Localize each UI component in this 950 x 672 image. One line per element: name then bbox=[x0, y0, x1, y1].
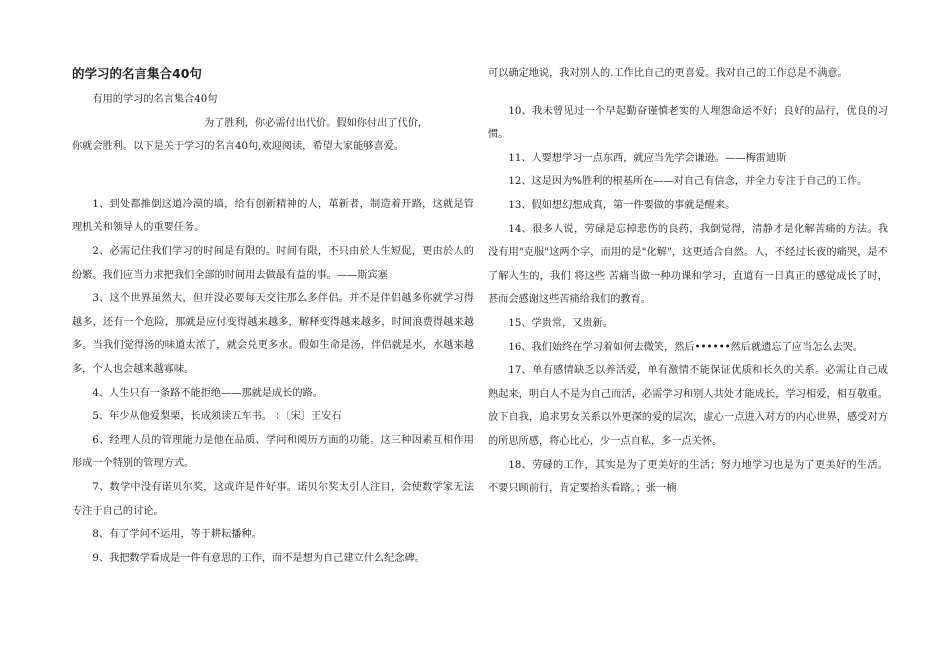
quote-3: 3、这个世界虽然大，但并没必要每天交往那么多伴侣。并不是伴侣越多你就学习得越多，还有一个危险，那就是应付变得越来越多，解释变得越来越多，时间浪费得越来越多。当我们觉得汤的味道太浓了，就会兑更多水。假如生命是汤，伴侣就是水，水越来越多，个人也会越来越寡味。 bbox=[72, 293, 474, 375]
document-title: 的学习的名言集合40句 bbox=[72, 66, 202, 81]
quote-7: 7、数学中没有诺贝尔奖，这或许是件好事。诺贝尔奖太引人注目，会使数学家无法专注于自己的讨论。 bbox=[72, 481, 474, 517]
intro-line-1: 为了胜利，你必需付出代价。假如你付出了代价， bbox=[204, 117, 429, 129]
quote-6: 6、经理人员的管理能力是他在品质、学问和阅历方面的功能。这三种因素互相作用形成一个特别的管理方式。 bbox=[72, 434, 474, 470]
quote-11: 11、人要想学习一点东西，就应当先学会谦逊。——梅雷迪斯 bbox=[508, 152, 787, 164]
quote-4: 4、人生只有一条路不能拒绝——那就是成长的路。 bbox=[92, 387, 323, 399]
subtitle: 有用的学习的名言集合40句 bbox=[92, 94, 218, 105]
quote-2: 2、必需记住我们学习的时间是有限的。时间有限，不只由於人生短促，更由於人的纷繁。我们应当力求把我们全部的时间用去做最有益的事。——斯宾塞 bbox=[72, 245, 474, 281]
quote-16: 16、我们始终在学习着如何去微笑，然后••••••然后就遗忘了应当怎么去哭。 bbox=[508, 341, 864, 353]
quote-5: 5、年少从他爱梨栗，长成须读五车书。 ：〔宋〕王安石 bbox=[92, 411, 342, 423]
spacer bbox=[72, 159, 474, 193]
quote-18: 18、劳碌的工作，其实是为了更美好的生活；努力地学习也是为了更美好的生活。不要只顾前行，肯定要抬头看路。；张一楠 bbox=[488, 459, 888, 495]
quote-1: 1、到处都推倒这道冷漠的墙，给有创新精神的人，革新者，制造着开路，这就是管理机关和领导人的重要任务。 bbox=[72, 198, 474, 234]
quote-13: 13、假如想幻想成真，第一件要做的事就是醒来。 bbox=[508, 199, 736, 211]
quote-12: 12、这是因为%胜利的根基所在——对自己有信念，并全力专注于自己的工作。 bbox=[508, 176, 868, 188]
quote-17: 17、单有感情缺乏以养活爱，单有激情不能保证优质和长久的关系。必需让自己成熟起来，明白人不是为自己而活，必需学习和别人共处才能成长，学习相爱，相互敬重。放下自我，追求男女关系以外更深的爱的层次，虚心一点进入对方的内心世界，感受对方的所思所感，将心比心，少一点自私，多一点关怀。 bbox=[488, 365, 888, 447]
intro-line-2: 你就会胜利。以下是关于学习的名言40句,欢迎阅读，希望大家能够喜爱。 bbox=[72, 141, 405, 153]
quote-14: 14、很多人说，劳碌是忘掉悲伤的良药，我倒觉得，清静才是化解苦痛的方法。我没有用"克服"这两个字，而用的是"化解"，这更适合自然。人，不经过长夜的痛哭，是不了解人生的，我们 将这些 苦痛当做一种功课和学习，直道有一日真正的感觉成长了时，甚而会感谢这些苦痛给我们的教育。 bbox=[488, 223, 888, 306]
quote-9-continuation: 可以确定地说，我对别人的.工作比自己的更喜爱。我对自己的工作总是不满意。 bbox=[488, 68, 848, 79]
right-column bbox=[488, 62, 888, 501]
quote-9: 9、我把数学看成是一件有意思的工作，而不是想为自己建立什么纪念碑。 bbox=[92, 552, 425, 564]
quote-15: 15、学贵常，又贵新。 bbox=[508, 317, 614, 329]
quote-8: 8、有了学问不运用，等于耕耘播种。 bbox=[92, 529, 262, 541]
left-column bbox=[72, 62, 474, 570]
spacer bbox=[488, 86, 888, 100]
quote-10: 10、我未曾见过一个早起勤奋谨慎老实的人埋怨命运不好；良好的品行，优良的习惯。 bbox=[488, 105, 888, 141]
